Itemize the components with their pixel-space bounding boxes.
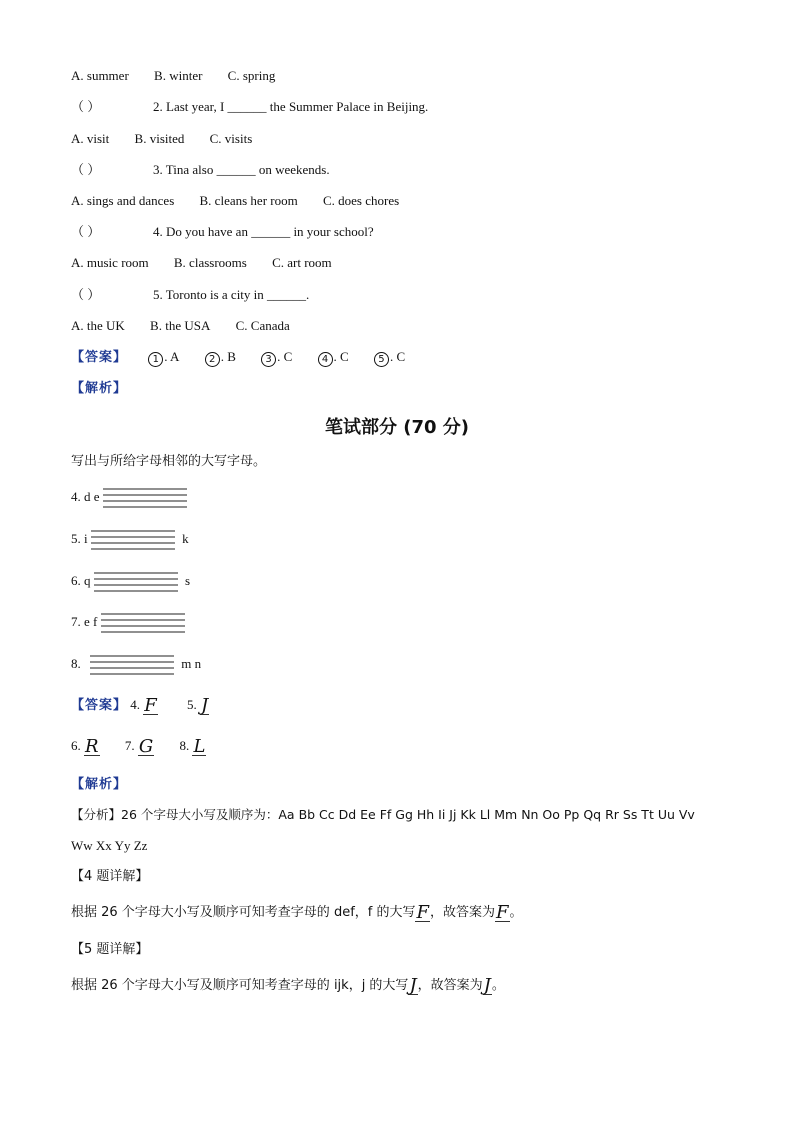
handwritten-letter: L <box>193 736 206 757</box>
handwritten-letter: J <box>409 975 417 996</box>
q1-options <box>71 67 297 85</box>
q5-options <box>71 317 312 335</box>
answer-item <box>261 348 292 367</box>
instruction: 写出与所给字母相邻的大写字母。 <box>71 454 267 469</box>
item-prefix: 8. <box>71 655 81 671</box>
answer-bracket: （ ） <box>71 162 101 177</box>
answer-item <box>374 348 405 367</box>
item-suffix: k <box>182 530 189 546</box>
analysis-text: 【分析】26 个字母大小写及顺序为：Aa Bb Cc Dd Ee Ff Gg Hh Ii Jj Kk Ll Mm Nn Oo Pp Qq Rr Ss Tt Uu Vv <box>71 807 695 822</box>
detail-text: 根据 26 个字母大小写及顺序可知考查字母的 ijk，j 的大写 <box>71 978 409 993</box>
item-prefix: 7. e f <box>71 613 98 629</box>
item-suffix: m n <box>181 655 202 671</box>
four-line-grid[interactable] <box>103 487 187 509</box>
question-4 <box>71 223 374 241</box>
q3-options <box>71 192 421 210</box>
question-3 <box>71 161 330 179</box>
option: B. cleans her room <box>199 193 298 208</box>
answer-num: 7. <box>124 738 135 753</box>
question-2 <box>71 98 428 116</box>
write-item-6 <box>71 571 190 593</box>
option: A. the UK <box>71 318 125 333</box>
detail-text: 。 <box>491 978 505 993</box>
detail-text: ，故答案为 <box>417 978 483 993</box>
write-item-5 <box>71 529 189 551</box>
answer-num: 4. <box>130 697 141 712</box>
detail-text: ，故答案为 <box>429 905 495 920</box>
detail-text: 根据 26 个字母大小写及顺序可知考查字母的 def，f 的大写 <box>71 905 416 920</box>
option: B. visited <box>134 131 185 146</box>
analysis-line-2 <box>71 775 127 794</box>
handwritten-letter: J <box>201 695 209 716</box>
write-item-4 <box>71 487 187 509</box>
detail-4-text <box>71 904 523 922</box>
item-prefix: 4. d e <box>71 488 100 504</box>
option: A. summer <box>71 68 129 83</box>
option: C. art room <box>272 255 332 270</box>
question-text: 4. Do you have an ______ in your school? <box>153 224 374 239</box>
detail-text: 。 <box>509 905 523 920</box>
option: B. classrooms <box>173 255 247 270</box>
answer-bracket: （ ） <box>71 99 101 114</box>
item-suffix: s <box>185 572 191 588</box>
analysis-line-1 <box>71 379 127 398</box>
number-circle: 5 <box>374 352 389 367</box>
number-circle: 3 <box>261 352 276 367</box>
handwritten-letter: R <box>85 736 99 757</box>
option: C. does chores <box>322 193 400 208</box>
handwritten-letter: F <box>416 902 429 923</box>
answer-value: . C <box>277 349 293 364</box>
detail-5-text <box>71 977 505 995</box>
option: B. winter <box>154 68 203 83</box>
analysis-label: 【解析】 <box>71 381 128 396</box>
question-5 <box>71 286 309 304</box>
detail-5-title: 【5 题详解】 <box>71 942 149 957</box>
analysis-label: 【解析】 <box>71 777 128 792</box>
option: B. the USA <box>150 318 211 333</box>
handwritten-letter: F <box>144 695 157 716</box>
four-line-grid[interactable] <box>91 529 175 551</box>
answer-item <box>205 348 236 367</box>
detail-4-title: 【4 题详解】 <box>71 869 149 884</box>
write-item-7 <box>71 612 185 634</box>
q2-options <box>71 130 274 148</box>
q4-options <box>71 254 354 272</box>
number-circle: 2 <box>205 352 220 367</box>
number-circle: 4 <box>318 352 333 367</box>
answer-value: . C <box>389 349 406 364</box>
answer-value: . A <box>164 349 180 364</box>
answer-num: 5. <box>187 697 197 712</box>
handwritten-letter: G <box>138 736 154 757</box>
answer-label: 【答案】 <box>71 698 128 713</box>
question-text: 2. Last year, I ______ the Summer Palace in Beijing. <box>153 99 429 114</box>
number-circle: 1 <box>148 352 163 367</box>
four-line-grid[interactable] <box>94 571 178 593</box>
answer-value: . C <box>333 349 349 364</box>
answer-value: . B <box>220 349 236 364</box>
item-prefix: 5. i <box>71 530 88 546</box>
section-title: 笔试部分 (70 分) <box>324 417 470 438</box>
option: C. visits <box>209 131 253 146</box>
option: A. sings and dances <box>71 193 175 208</box>
answer-num: 8. <box>179 738 190 753</box>
answer-line-2 <box>71 696 209 715</box>
handwritten-letter: J <box>483 975 491 996</box>
answer-line-1 <box>71 348 409 367</box>
item-prefix: 6. q <box>71 572 91 588</box>
analysis-text-cont: Ww Xx Yy Zz <box>71 838 148 853</box>
answer-item <box>318 348 349 367</box>
question-text: 3. Tina also ______ on weekends. <box>153 162 330 177</box>
answer-label: 【答案】 <box>71 350 128 365</box>
handwritten-letter: F <box>496 902 509 923</box>
answer-bracket: （ ） <box>71 224 101 239</box>
option: C. spring <box>227 68 276 83</box>
option: A. visit <box>71 131 110 146</box>
write-item-8 <box>71 654 201 676</box>
answer-num: 6. <box>71 738 81 753</box>
four-line-grid[interactable] <box>90 654 174 676</box>
answer-item <box>148 348 179 367</box>
answer-bracket: （ ） <box>71 287 101 302</box>
option: A. music room <box>71 255 149 270</box>
four-line-grid[interactable] <box>101 612 185 634</box>
answer-line-3 <box>71 737 206 756</box>
option: C. Canada <box>235 318 290 333</box>
question-text: 5. Toronto is a city in ______. <box>153 287 310 302</box>
